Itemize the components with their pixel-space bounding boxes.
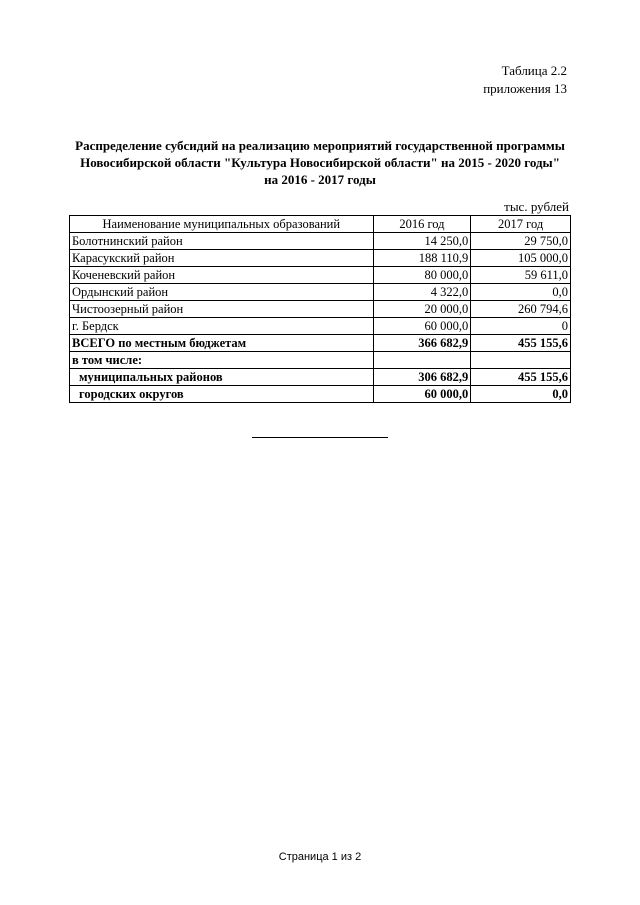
including-empty-2016 [373,352,471,369]
row-name: г. Бердск [70,318,374,335]
including-empty-2017 [471,352,571,369]
row-value-2017: 105 000,0 [471,250,571,267]
row-value-2017: 0 [471,318,571,335]
total-row [70,335,571,352]
document-title [70,137,570,188]
row-name: Карасукский район [70,250,374,267]
table-row [70,284,571,301]
breakdown-value-2017: 455 155,6 [471,369,571,386]
row-value-2016: 60 000,0 [373,318,471,335]
total-label: ВСЕГО по местным бюджетам [70,335,374,352]
total-value-2016: 366 682,9 [373,335,471,352]
appendix-label: приложения 13 [483,81,567,96]
row-value-2016: 188 110,9 [373,250,471,267]
title-line-2: Новосибирской области "Культура Новосибирской области" на 2015 - 2020 годы" [80,155,560,170]
row-value-2017: 59 611,0 [471,267,571,284]
row-value-2017: 260 794,6 [471,301,571,318]
breakdown-label: муниципальных районов [70,369,374,386]
row-name: Болотнинский район [70,233,374,250]
row-name: Ордынский район [70,284,374,301]
breakdown-value-2016: 306 682,9 [373,369,471,386]
row-value-2017: 29 750,0 [471,233,571,250]
table-row [70,267,571,284]
end-divider [252,437,388,438]
breakdown-value-2017: 0,0 [471,386,571,403]
breakdown-row-districts [70,369,571,386]
table-header-row [70,216,571,233]
units-label: тыс. рублей [504,199,569,214]
row-value-2016: 80 000,0 [373,267,471,284]
row-value-2017: 0,0 [471,284,571,301]
breakdown-row-city-districts [70,386,571,403]
breakdown-value-2016: 60 000,0 [373,386,471,403]
row-name: Чистоозерный район [70,301,374,318]
title-line-3: на 2016 - 2017 годы [264,172,376,187]
table-row [70,301,571,318]
table-row [70,233,571,250]
including-row [70,352,571,369]
subsidies-table [69,215,571,403]
column-header-2016: 2016 год [373,216,471,233]
column-header-name: Наименование муниципальных образований [70,216,374,233]
breakdown-label: городских округов [70,386,374,403]
table-row [70,318,571,335]
row-value-2016: 14 250,0 [373,233,471,250]
row-name: Коченевский район [70,267,374,284]
table-label: Таблица 2.2 [501,63,567,78]
row-value-2016: 20 000,0 [373,301,471,318]
column-header-2017: 2017 год [471,216,571,233]
row-value-2016: 4 322,0 [373,284,471,301]
page-number: Страница 1 из 2 [278,851,362,863]
including-label: в том числе: [70,352,374,369]
table-row [70,250,571,267]
total-value-2017: 455 155,6 [471,335,571,352]
title-line-1: Распределение субсидий на реализацию мероприятий государственной программы [75,138,565,153]
table-reference [483,62,567,98]
